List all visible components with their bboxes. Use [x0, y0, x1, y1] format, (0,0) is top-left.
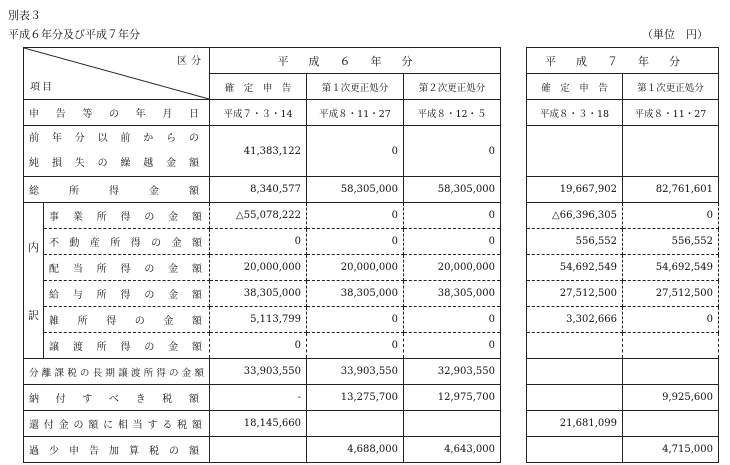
cell-value: 38,305,000 — [307, 281, 404, 307]
gap-cell — [501, 126, 527, 177]
row-label-two-line — [24, 126, 210, 177]
cell-value — [623, 333, 719, 359]
cell-value: - — [210, 385, 307, 411]
cell-value: 0 — [404, 203, 501, 229]
table-row — [24, 359, 719, 385]
table-row — [24, 255, 719, 281]
year6-header: 平成６年分 — [210, 48, 501, 74]
row-label: 前年分以前からの — [29, 133, 204, 144]
cell-value — [527, 126, 623, 177]
cell-value: 0 — [623, 203, 719, 229]
cell-value: 0 — [307, 126, 404, 177]
col-header: 第１次更正処分 — [623, 74, 719, 100]
row-label: 譲渡所得の金額 — [44, 333, 210, 359]
cell-value: 平成８・11・27 — [307, 100, 404, 126]
gap-cell — [501, 307, 527, 333]
table-row — [24, 177, 719, 203]
cell-value: 0 — [404, 307, 501, 333]
row-label: 納付すべき税額 — [24, 385, 210, 411]
gap-cell — [501, 229, 527, 255]
row-label: 純損失の繰越金額 — [29, 158, 204, 169]
cell-value: 13,275,700 — [307, 385, 404, 411]
cell-value — [210, 437, 307, 463]
gap-cell — [501, 100, 527, 126]
table-row — [24, 411, 719, 437]
cell-value — [527, 437, 623, 463]
cell-value: 平成８・12・５ — [404, 100, 501, 126]
cell-value: 20,000,000 — [307, 255, 404, 281]
cell-value — [527, 333, 623, 359]
cell-value: △66,396,305 — [527, 203, 623, 229]
cell-value: 19,667,902 — [527, 177, 623, 203]
gap-cell — [501, 74, 527, 100]
breakdown-side-label — [24, 203, 44, 359]
cell-value: 33,903,550 — [210, 359, 307, 385]
table-row — [24, 281, 719, 307]
cell-value: 0 — [210, 229, 307, 255]
table-row — [24, 100, 719, 126]
col-header: 第１次更正処分 — [307, 74, 404, 100]
cell-value: 平成７・３・14 — [210, 100, 307, 126]
cell-value: 556,552 — [623, 229, 719, 255]
cell-value: 27,512,500 — [623, 281, 719, 307]
cell-value: 58,305,000 — [404, 177, 501, 203]
cell-value: 12,975,700 — [404, 385, 501, 411]
row-label: 分離課税の長期譲渡所得の金額 — [24, 359, 210, 385]
tax-table — [23, 47, 719, 463]
cell-value: 5,113,799 — [210, 307, 307, 333]
col-header: 確 定 申 告 — [210, 74, 307, 100]
cell-value — [623, 411, 719, 437]
row-label: 雑所得の金額 — [44, 307, 210, 333]
gap-cell — [501, 48, 527, 74]
cell-value: 0 — [404, 126, 501, 177]
cell-value — [623, 359, 719, 385]
cell-value: 18,145,660 — [210, 411, 307, 437]
cell-value: 9,925,600 — [623, 385, 719, 411]
table-row — [24, 229, 719, 255]
cell-value: 4,688,000 — [307, 437, 404, 463]
cell-value: 20,000,000 — [404, 255, 501, 281]
gap-cell — [501, 281, 527, 307]
cell-value: 3,302,666 — [527, 307, 623, 333]
cell-value: 82,761,601 — [623, 177, 719, 203]
table-row — [24, 385, 719, 411]
row-label: 過少申告加算税の額 — [24, 437, 210, 463]
cell-value: 32,903,550 — [404, 359, 501, 385]
corner-kubun: 区分 — [177, 56, 205, 67]
table-row — [24, 437, 719, 463]
row-label: 給与所得の金額 — [44, 281, 210, 307]
table-title: 平成６年分及び平成７年分 — [8, 28, 140, 41]
cell-value: 平成８・11・27 — [623, 100, 719, 126]
cell-value — [527, 385, 623, 411]
col-header: 確 定 申 告 — [527, 74, 623, 100]
year7-header: 平成７年分 — [527, 48, 719, 74]
cell-value: 20,000,000 — [210, 255, 307, 281]
cell-value: 0 — [307, 307, 404, 333]
unit-label: （単位 円） — [642, 28, 708, 41]
cell-value: 0 — [307, 229, 404, 255]
gap-cell — [501, 203, 527, 229]
cell-value — [527, 359, 623, 385]
row-label: 申告等の年月日 — [24, 100, 210, 126]
gap-cell — [501, 333, 527, 359]
cell-value: 38,305,000 — [210, 281, 307, 307]
corner-header — [24, 48, 210, 100]
cell-value: 54,692,549 — [527, 255, 623, 281]
gap-cell — [501, 411, 527, 437]
table-row — [24, 126, 719, 177]
cell-value — [404, 411, 501, 437]
cell-value: 0 — [307, 333, 404, 359]
row-label: 不動産所得の金額 — [44, 229, 210, 255]
cell-value: 0 — [307, 203, 404, 229]
cell-value: 平成８・３・18 — [527, 100, 623, 126]
side-uchi: 内 — [28, 240, 39, 254]
cell-value — [307, 411, 404, 437]
table-number: 別表３ — [8, 9, 41, 22]
cell-value: 33,903,550 — [307, 359, 404, 385]
gap-cell — [501, 385, 527, 411]
cell-value: 58,305,000 — [307, 177, 404, 203]
col-header: 第２次更正処分 — [404, 74, 501, 100]
side-wake: 訳 — [28, 308, 39, 322]
row-label: 還付金の額に相当する税額 — [24, 411, 210, 437]
row-label: 事業所得の金額 — [44, 203, 210, 229]
gap-cell — [501, 359, 527, 385]
cell-value: 0 — [404, 229, 501, 255]
cell-value: 41,383,122 — [210, 126, 307, 177]
table-row — [24, 333, 719, 359]
gap-cell — [501, 437, 527, 463]
cell-value — [623, 126, 719, 177]
cell-value: 4,715,000 — [623, 437, 719, 463]
cell-value: 27,512,500 — [527, 281, 623, 307]
cell-value: 21,681,099 — [527, 411, 623, 437]
corner-koumoku: 項目 — [30, 82, 54, 93]
cell-value: △55,078,222 — [210, 203, 307, 229]
gap-cell — [501, 255, 527, 281]
cell-value: 4,643,000 — [404, 437, 501, 463]
cell-value: 38,305,000 — [404, 281, 501, 307]
table-row — [24, 307, 719, 333]
cell-value: 556,552 — [527, 229, 623, 255]
cell-value: 54,692,549 — [623, 255, 719, 281]
gap-cell — [501, 177, 527, 203]
row-label: 総所得金額 — [24, 177, 210, 203]
cell-value: 0 — [623, 307, 719, 333]
cell-value: 0 — [404, 333, 501, 359]
cell-value: 8,340,577 — [210, 177, 307, 203]
row-label: 配当所得の金額 — [44, 255, 210, 281]
table-row — [24, 203, 719, 229]
cell-value: 0 — [210, 333, 307, 359]
